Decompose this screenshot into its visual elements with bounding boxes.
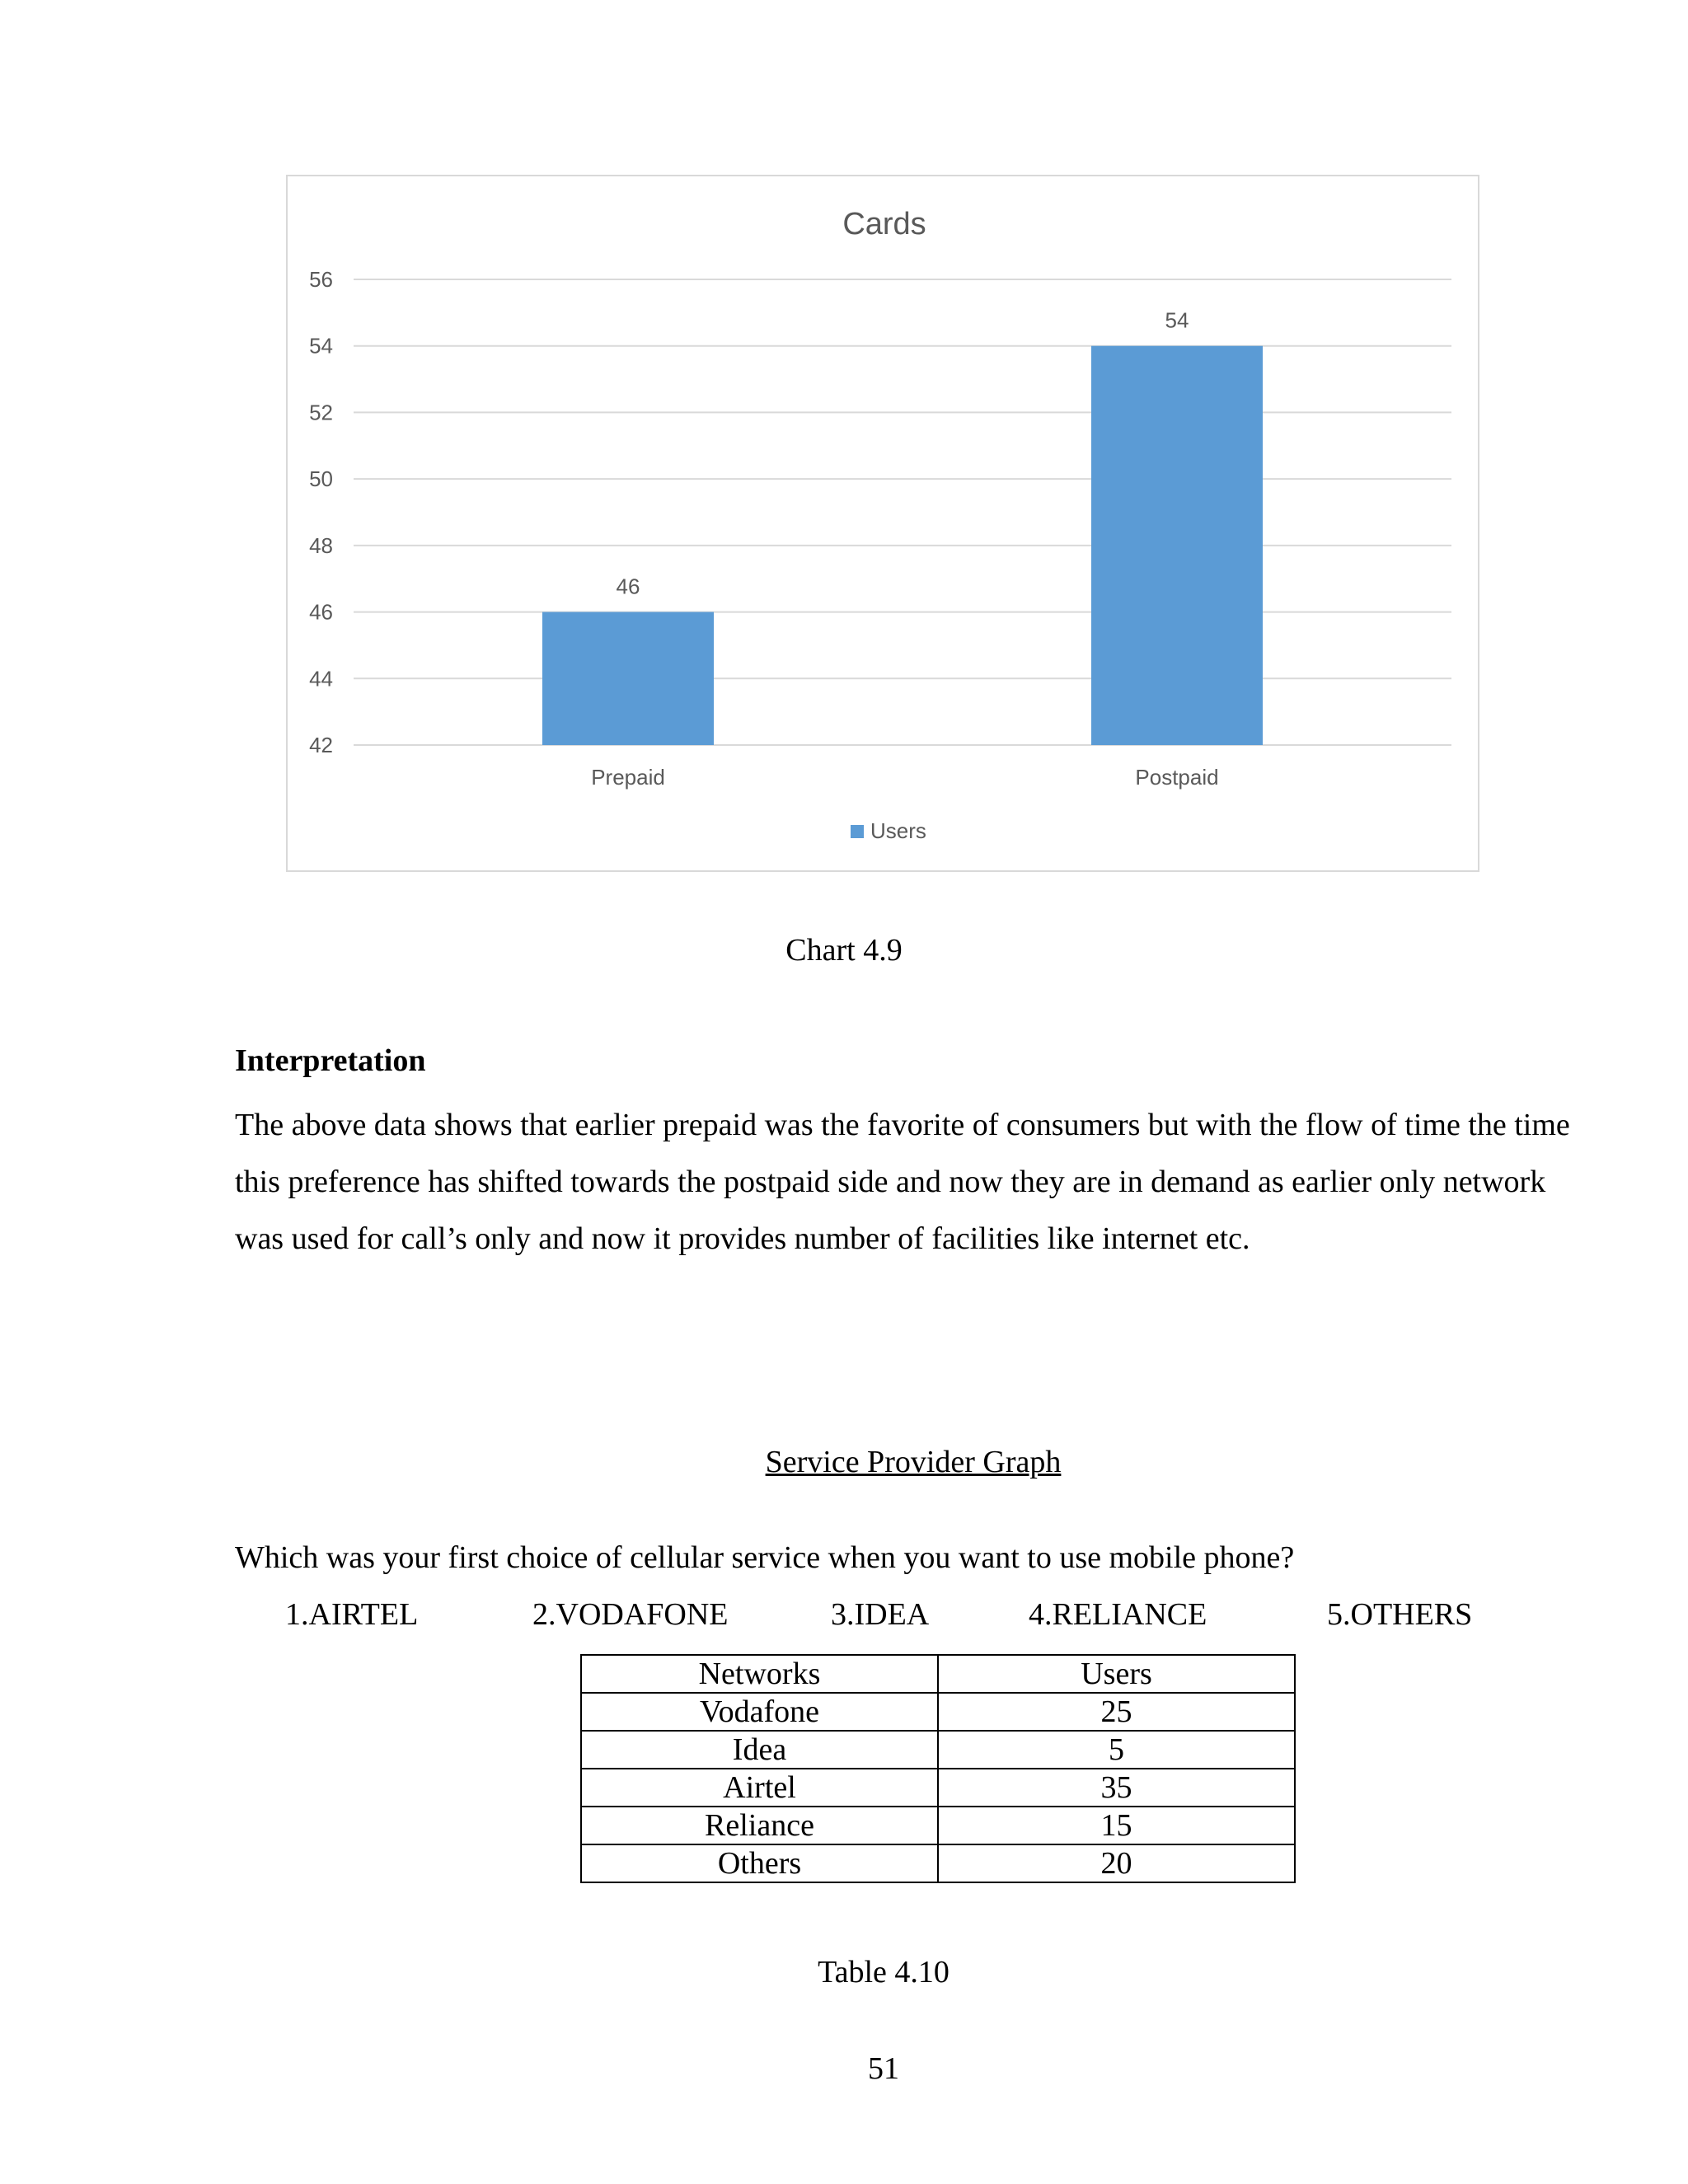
- table-header-users: Users: [938, 1655, 1295, 1693]
- table-row: [581, 1693, 1295, 1731]
- table-cell-users: 35: [938, 1769, 1295, 1807]
- table-cell-users: 5: [938, 1731, 1295, 1769]
- y-tick-label: 56: [309, 267, 333, 292]
- option-idea: 3.IDEA: [831, 1597, 930, 1632]
- table-cell-network: Reliance: [581, 1807, 938, 1844]
- x-tick-label: Prepaid: [591, 765, 665, 790]
- interpretation-paragraph: The above data shows that earlier prepaid was the favorite of consumers but with the flow of time the time this preference has shifted towards the postpaid side and now they are in demand as earlier only network was used for call’s only and now it provides number of facilities like internet etc.: [235, 1108, 1570, 1256]
- networks-users-table: [580, 1654, 1296, 1883]
- legend-label: Users: [870, 818, 926, 843]
- y-tick-label: 42: [309, 733, 333, 757]
- table-header-row: [581, 1655, 1295, 1693]
- y-tick-label: 44: [309, 666, 333, 691]
- table-caption: Table 4.10: [818, 1955, 950, 1990]
- table-row: [581, 1769, 1295, 1807]
- y-tick-label: 52: [309, 400, 333, 425]
- y-tick-label: 50: [309, 466, 333, 492]
- y-tick-label: 46: [309, 599, 333, 625]
- x-tick-label: Postpaid: [1135, 765, 1219, 790]
- bar-postpaid: [1091, 346, 1263, 745]
- table-header-networks: Networks: [581, 1655, 938, 1693]
- survey-question: Which was your first choice of cellular service when you want to use mobile phone?: [235, 1540, 1295, 1575]
- table-cell-network: Others: [581, 1844, 938, 1882]
- bar-chart-cards: [286, 175, 1479, 872]
- table-cell-network: Vodafone: [581, 1693, 938, 1731]
- table-cell-network: Airtel: [581, 1769, 938, 1807]
- table-cell-users: 20: [938, 1844, 1295, 1882]
- option-others: 5.OTHERS: [1327, 1597, 1473, 1632]
- table-row: [581, 1844, 1295, 1882]
- section-title: Service Provider Graph: [765, 1445, 1062, 1479]
- option-reliance: 4.RELIANCE: [1029, 1597, 1207, 1632]
- table-cell-users: 15: [938, 1807, 1295, 1844]
- table-cell-users: 25: [938, 1693, 1295, 1731]
- page-number: 51: [868, 2051, 899, 2086]
- y-tick-label: 48: [309, 532, 333, 558]
- table-row: [581, 1807, 1295, 1844]
- y-tick-label: 54: [309, 333, 333, 359]
- option-airtel: 1.AIRTEL: [285, 1597, 419, 1632]
- data-label: 46: [616, 574, 640, 599]
- data-label: 54: [1165, 307, 1189, 333]
- chart-canvas: [288, 176, 1481, 874]
- bar-prepaid: [542, 612, 714, 745]
- chart-title: Cards: [842, 207, 926, 241]
- table-cell-network: Idea: [581, 1731, 938, 1769]
- chart-caption: Chart 4.9: [785, 933, 903, 968]
- table-row: [581, 1731, 1295, 1769]
- legend-swatch: [851, 825, 864, 838]
- interpretation-heading: Interpretation: [235, 1043, 426, 1078]
- option-vodafone: 2.VODAFONE: [532, 1597, 729, 1632]
